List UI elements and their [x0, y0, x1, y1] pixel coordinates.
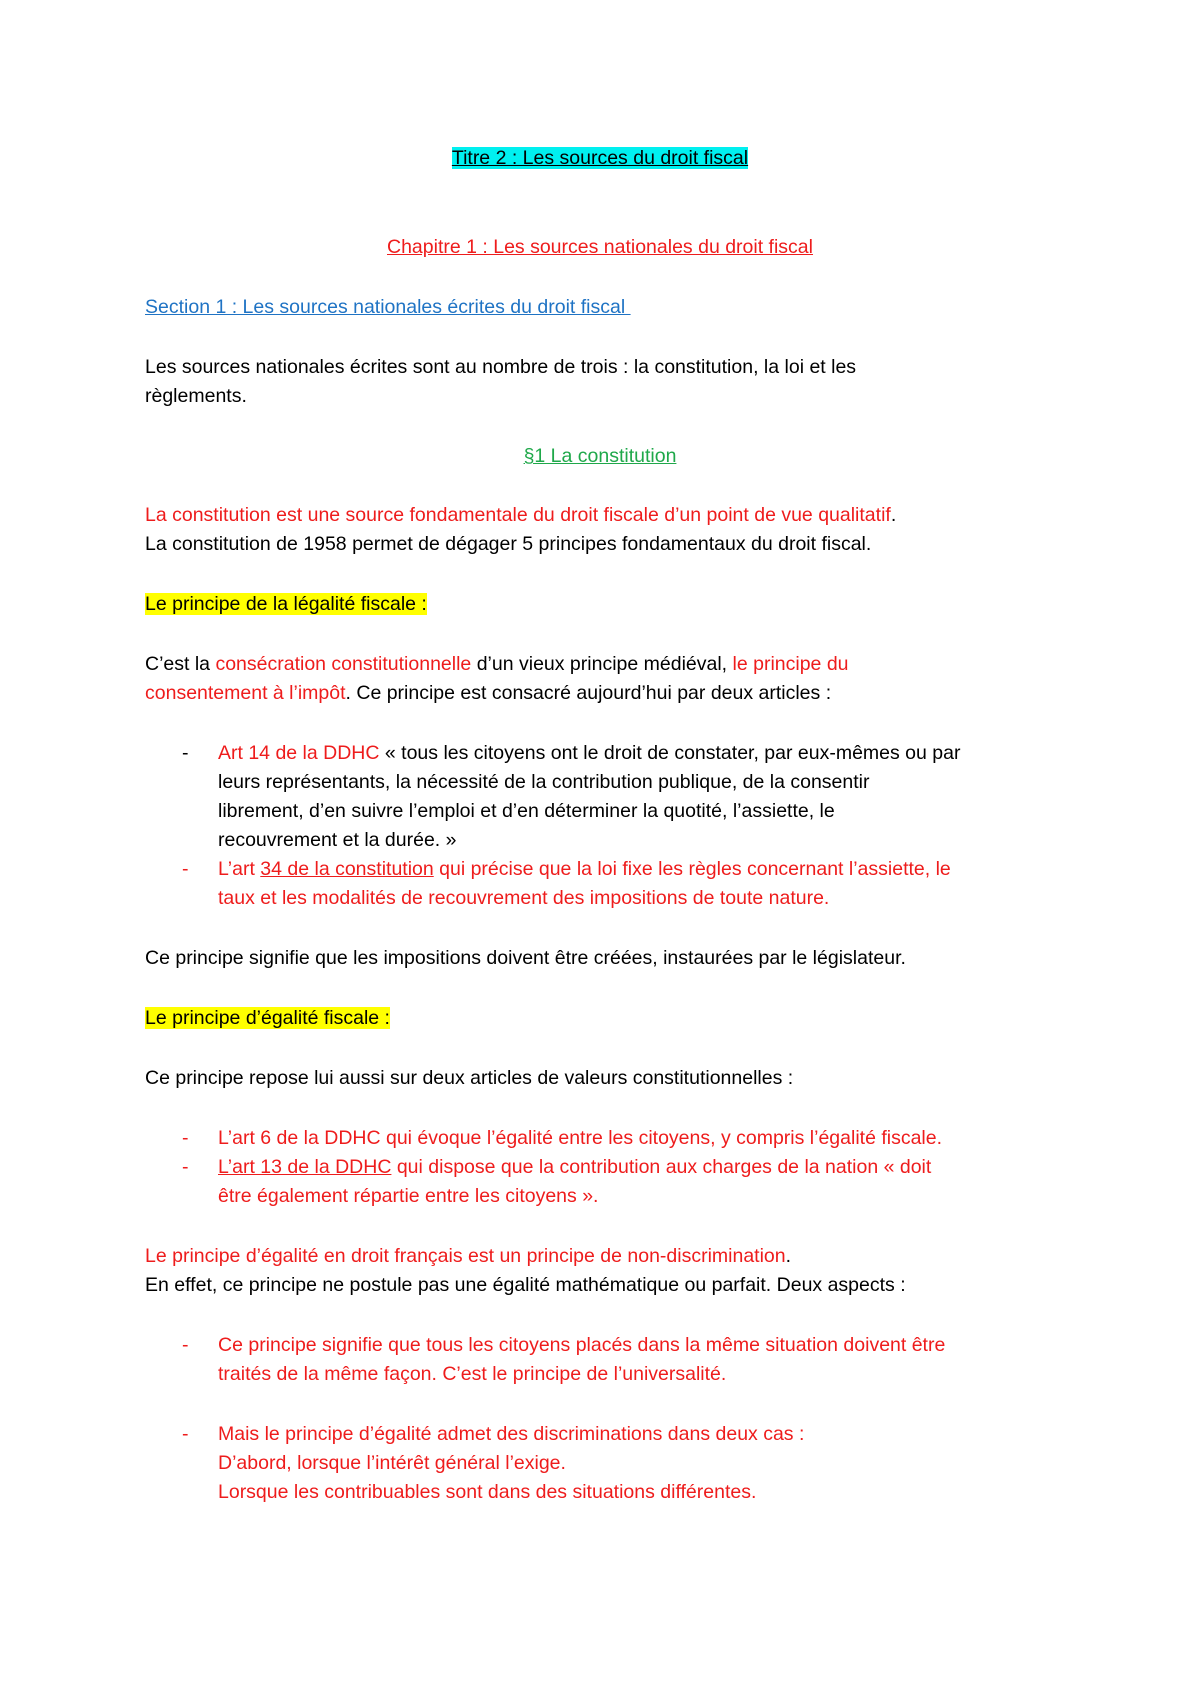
- intro-line-1: Les sources nationales écrites sont au nombre de trois : la constitution, la loi et les: [145, 356, 857, 378]
- constitution-line-2: La constitution de 1958 permet de dégager 5 principes fondamentaux du droit fiscal.: [145, 533, 872, 555]
- constitution-line-1: La constitution est une source fondamentale du droit fiscale d’un point de vue qualitatif.: [145, 504, 897, 526]
- list-dash: -: [182, 1127, 189, 1149]
- art14-line-4: recouvrement et la durée. »: [218, 829, 457, 851]
- legalite-heading: Le principe de la légalité fiscale :: [145, 593, 427, 615]
- aspect1-line-1: Ce principe signifie que tous les citoyens placés dans la même situation doivent être: [218, 1334, 946, 1356]
- list-dash: -: [182, 1423, 189, 1445]
- aspect1-line-2: traités de la même façon. C’est le principe de l’universalité.: [218, 1363, 727, 1385]
- art6-line: L’art 6 de la DDHC qui évoque l’égalité entre les citoyens, y compris l’égalité fiscale.: [218, 1127, 943, 1149]
- aspect2-line-3: Lorsque les contribuables sont dans des situations différentes.: [218, 1481, 757, 1503]
- paragraph-heading: §1 La constitution: [523, 445, 677, 467]
- art14-line-1: Art 14 de la DDHC « tous les citoyens ont le droit de constater, par eux-mêmes ou par: [218, 742, 961, 764]
- art34-line-1: L’art 34 de la constitution qui précise que la loi fixe les règles concernant l’assiette, le: [218, 858, 951, 880]
- legalite-conclusion: Ce principe signifie que les impositions doivent être créées, instaurées par le législateur.: [145, 947, 906, 969]
- aspect2-line-2: D’abord, lorsque l’intérêt général l’exige.: [218, 1452, 566, 1474]
- list-dash: -: [182, 742, 189, 764]
- legalite-para-line-1: C’est la consécration constitutionnelle d’un vieux principe médiéval, le principe du: [145, 653, 849, 675]
- egalite-heading: Le principe d’égalité fiscale :: [145, 1007, 390, 1029]
- art13-line-1: L’art 13 de la DDHC qui dispose que la contribution aux charges de la nation « doit: [218, 1156, 932, 1178]
- egalite-intro: Ce principe repose lui aussi sur deux articles de valeurs constitutionnelles :: [145, 1067, 794, 1089]
- egalite-principle-line: Le principe d’égalité en droit français est un principe de non-discrimination.: [145, 1245, 792, 1267]
- art34-line-2: taux et les modalités de recouvrement des impositions de toute nature.: [218, 887, 830, 909]
- list-dash: -: [182, 1156, 189, 1178]
- egalite-aspects-intro: En effet, ce principe ne postule pas une égalité mathématique ou parfait. Deux aspects :: [145, 1274, 906, 1296]
- section-heading: Section 1 : Les sources nationales écrites du droit fiscal: [145, 296, 631, 318]
- list-dash: -: [182, 858, 189, 880]
- art14-line-3: librement, d’en suivre l’emploi et d’en déterminer la quotité, l’assiette, le: [218, 800, 835, 822]
- aspect2-line-1: Mais le principe d’égalité admet des discriminations dans deux cas :: [218, 1423, 805, 1445]
- art14-line-2: leurs représentants, la nécessité de la contribution publique, de la consentir: [218, 771, 870, 793]
- intro-line-2: règlements.: [145, 385, 247, 407]
- list-dash: -: [182, 1334, 189, 1356]
- art13-line-2: être également répartie entre les citoyens ».: [218, 1185, 599, 1207]
- legalite-para-line-2: consentement à l’impôt. Ce principe est consacré aujourd’hui par deux articles :: [145, 682, 832, 704]
- document-title: Titre 2 : Les sources du droit fiscal: [451, 147, 749, 169]
- chapter-heading: Chapitre 1 : Les sources nationales du droit fiscal: [387, 236, 813, 258]
